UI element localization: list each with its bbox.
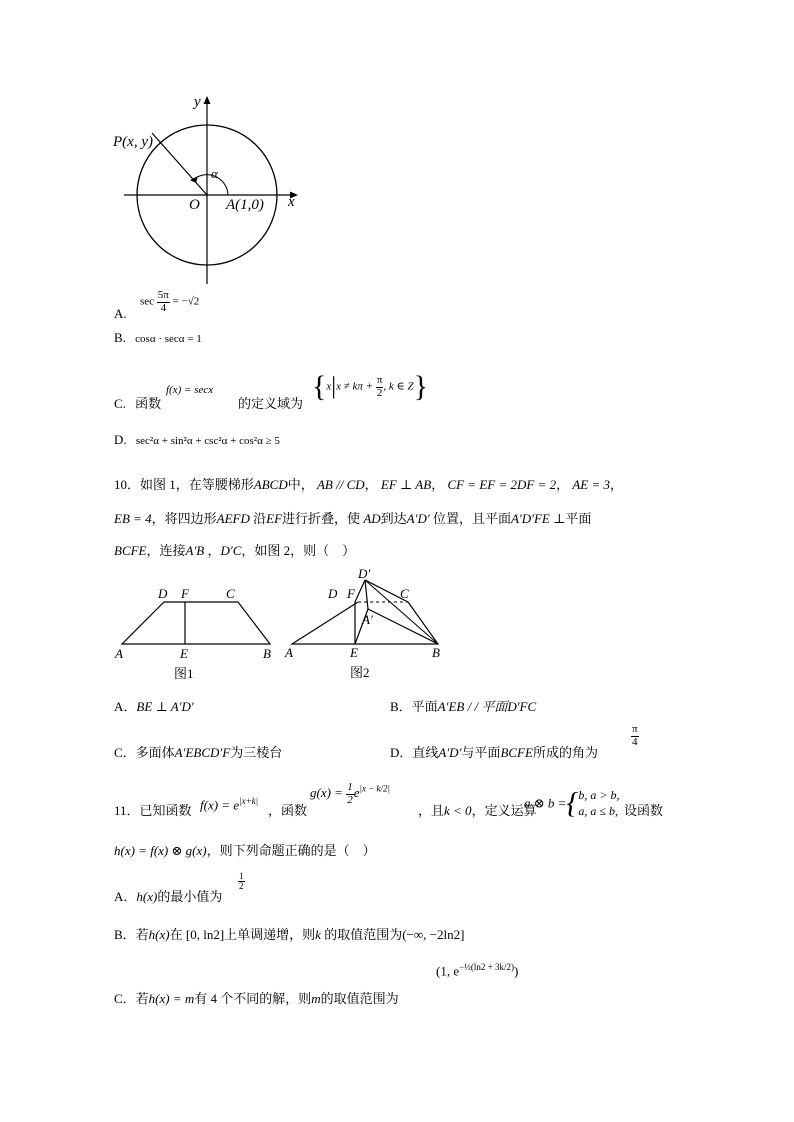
q11-option-b: B．若h(x)在 [0, ln2]上单调递增，则k 的取值范围为(−∞, −2ln2] bbox=[114, 927, 465, 942]
q10-line-2: EB = 4，将四边形AEFD 沿EF进行折叠，使 AD到达A′D′ 位置，且平面A′D′FE ⊥平面 bbox=[114, 511, 592, 526]
figure-2-folded bbox=[280, 566, 455, 682]
label-a: A bbox=[285, 645, 293, 660]
label-f: F bbox=[181, 586, 189, 601]
q10-option-b: B．平面A′EB / / 平面D′FC bbox=[390, 699, 537, 714]
trapezoid-abcd bbox=[122, 602, 270, 644]
unit-circle-figure bbox=[110, 88, 310, 288]
label-d: D bbox=[158, 586, 168, 601]
segment-dprime-aprime bbox=[365, 580, 368, 609]
label-d: D bbox=[328, 586, 338, 601]
option-letter: A. bbox=[114, 306, 127, 321]
operation-definition: a ⊗ b ={ b, a > b, a, a ≤ b, bbox=[524, 786, 620, 820]
one-half-fraction: $\frac{1}{2}$ bbox=[239, 871, 244, 892]
figure-2-caption: 图2 bbox=[350, 665, 370, 680]
segment-aprime-b bbox=[368, 609, 438, 644]
q9-option-b bbox=[114, 330, 202, 346]
pi-over-4-fraction: $\frac{\pi}{4}$ bbox=[632, 723, 638, 748]
label-c: C bbox=[226, 586, 235, 601]
option-letter: C. bbox=[114, 396, 126, 411]
q10-line-3: BCFE，连接A′B ，D′C，如图 2，则（ ） bbox=[114, 543, 356, 558]
q11-line-2: h(x) = f(x) ⊗ g(x)，则下列命题正确的是（ ） bbox=[114, 843, 376, 858]
q10-line-1: 10．如图 1，在等腰梯形ABCD中， AB // CD， EF ⊥ AB， CF = EF = 2DF = 2， AE = 3， bbox=[114, 477, 624, 492]
point-a-label: A(1,0) bbox=[226, 197, 264, 213]
function-f: f(x) = secx bbox=[166, 384, 214, 396]
range-expression: (1, $e^{-\frac{1}{2}(ln2 + 3k/2)}$) bbox=[436, 962, 519, 979]
label-aprime: A′ bbox=[362, 612, 373, 627]
origin-label: O bbox=[189, 197, 200, 213]
figure-1-trapezoid bbox=[110, 582, 285, 682]
figure-1-caption: 图1 bbox=[174, 666, 194, 681]
fraction: $\frac{5\pi}{4}$ bbox=[157, 289, 169, 314]
point-p-label: P(x, y) bbox=[113, 134, 153, 150]
option-b-expr: cosα · secα = 1 bbox=[135, 333, 202, 345]
function-g-expr: g(x) = $\frac{1}{2}$ $e^{|x - k/2|}$ bbox=[310, 781, 390, 806]
q9-option-d bbox=[114, 432, 280, 448]
y-axis-arrow bbox=[204, 96, 211, 104]
x-axis-label: x bbox=[288, 194, 295, 210]
label-a: A bbox=[115, 646, 123, 661]
domain-set: {x|x ≠ kπ + $\frac{\pi}{2}$ , k ∈ Z} bbox=[312, 370, 428, 403]
option-c-mid: 的定义域为 bbox=[238, 396, 304, 411]
segment-dprime-f bbox=[355, 580, 365, 602]
label-f: F bbox=[347, 586, 355, 601]
label-b: B bbox=[263, 646, 271, 661]
q10-option-c: C．多面体A′EBCD′F为三棱台 bbox=[114, 745, 283, 760]
y-axis-label: y bbox=[194, 94, 201, 110]
option-letter: D. bbox=[114, 432, 127, 447]
sec-text: sec bbox=[140, 295, 155, 308]
label-b: B bbox=[432, 645, 440, 660]
option-letter: B. bbox=[114, 330, 126, 345]
label-c: C bbox=[400, 586, 409, 601]
option-c-pre: 函数 bbox=[135, 396, 162, 411]
terminal-ray bbox=[152, 133, 207, 195]
option-d-expr: sec²α + sin²α + csc²α + cos²α ≥ 5 bbox=[135, 435, 280, 447]
label-dprime: D′ bbox=[358, 566, 371, 581]
label-e: E bbox=[350, 645, 358, 660]
angle-label: α bbox=[211, 166, 218, 181]
q10-option-a: A．BE ⊥ A′D′ bbox=[114, 699, 194, 714]
label-e: E bbox=[180, 646, 188, 661]
q11-line-1: 11．已知函数 $f(x) = e^{|x+k|}$ ，函数 g(x) = $\frac{1}{2}$ $e^{|x - k/2|}$ ，且k < 0，定义运算 a ⊗ b ={ b, a > b, a, a ≤ b, 设函数 bbox=[114, 781, 664, 820]
rhs: = −√2 bbox=[172, 295, 200, 308]
function-f-expr: $f(x) = e^{|x+k|}$ bbox=[200, 796, 259, 813]
